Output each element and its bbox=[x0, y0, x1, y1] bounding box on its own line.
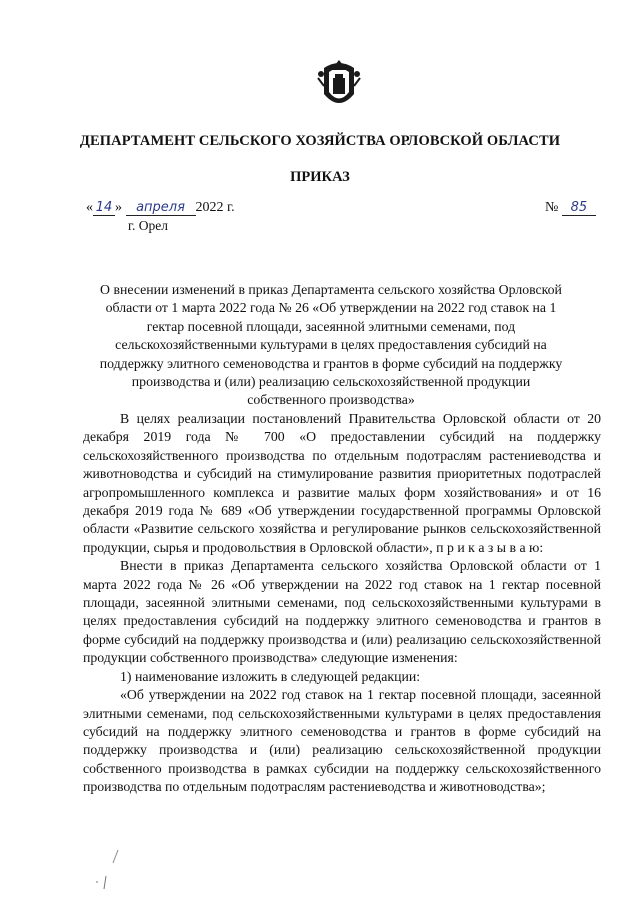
coat-of-arms-icon bbox=[316, 56, 362, 114]
paragraph-new-title: «Об утверждении на 2022 год ставок на 1 гектар посевной площади, засеянной элитными семенами, под сельскохозяйственными культурами в целях предоставления субсидий на поддержку элитного семеноводства и грантов в форме субсидий на поддержку производства и (или) реализацию сельскохозяйственной продукции собственного производства в рамках субсидии на поддержку сельскохозяйственного производства по отдельным подотраслям растениеводства и животноводства»; bbox=[83, 687, 601, 795]
pen-mark-icon bbox=[94, 872, 114, 892]
paragraph-item-1: 1) наименование изложить в следующей редакции: bbox=[120, 668, 421, 684]
paragraph-amendment-intro: Внести в приказ Департамента сельского хозяйства Орловской области от 1 марта 2022 года № 26 «Об утверждении на 2022 год ставок на 1 гектар посевной площади, засеянной элитными семенами, под сельскохозяйственными культурами в целях предоставления субсидий на поддержку элитного семеноводства и грантов в форме субсидий на поддержку производства и (или) реализацию сельскохозяйственной продукции собственного производства» следующие изменения: bbox=[83, 558, 601, 666]
order-number bbox=[545, 200, 596, 216]
city: г. Орел bbox=[128, 218, 168, 233]
date-year: 2022 г. bbox=[195, 200, 235, 215]
department-heading: ДЕПАРТАМЕНТ СЕЛЬСКОГО ХОЗЯЙСТВА ОРЛОВСКОЙ ОБЛАСТИ bbox=[79, 133, 561, 149]
date-month: апреля bbox=[126, 200, 196, 216]
order-date bbox=[86, 200, 235, 216]
pen-mark-icon bbox=[108, 848, 122, 866]
quote-open: « bbox=[86, 200, 93, 215]
number-value: 85 bbox=[562, 200, 596, 216]
number-prefix: № bbox=[545, 200, 559, 215]
document-body bbox=[83, 410, 601, 797]
document-type: ПРИКАЗ bbox=[290, 169, 350, 185]
date-day: 14 bbox=[93, 200, 115, 216]
document-title: О внесении изменений в приказ Департамента сельского хозяйства Орловской области от 1 марта 2022 года № 26 «Об утверждении на 2022 год ставок на 1 гектар посевной площади, засеянной элитными семенами, под сельскохозяйственными культурами в целях предоставления субсидий на поддержку элитного семеноводства и грантов в форме субсидий на поддержку производства и (или) реализацию сельскохозяйственной продукции собственного производства» bbox=[99, 282, 563, 408]
quote-close: » bbox=[115, 200, 122, 215]
paragraph-preamble: В целях реализации постановлений Правительства Орловской области от 20 декабря 2019 года № 700 «О предоставлении субсидий на поддержку сельскохозяйственного производства по отдельным подотраслям растениеводства и животноводства и субсидий на стимулирование развития приоритетных подотраслей агропромышленного комплекса и развитие малых форм хозяйствования» и от 16 декабря 2019 года № 689 «Об утверждении государственной программы Орловской области «Развитие сельского хозяйства и регулирование рынков сельскохозяйственной продукции, сырья и продовольствия в Орловской области», п р и к а з ы в а ю: bbox=[83, 411, 601, 555]
